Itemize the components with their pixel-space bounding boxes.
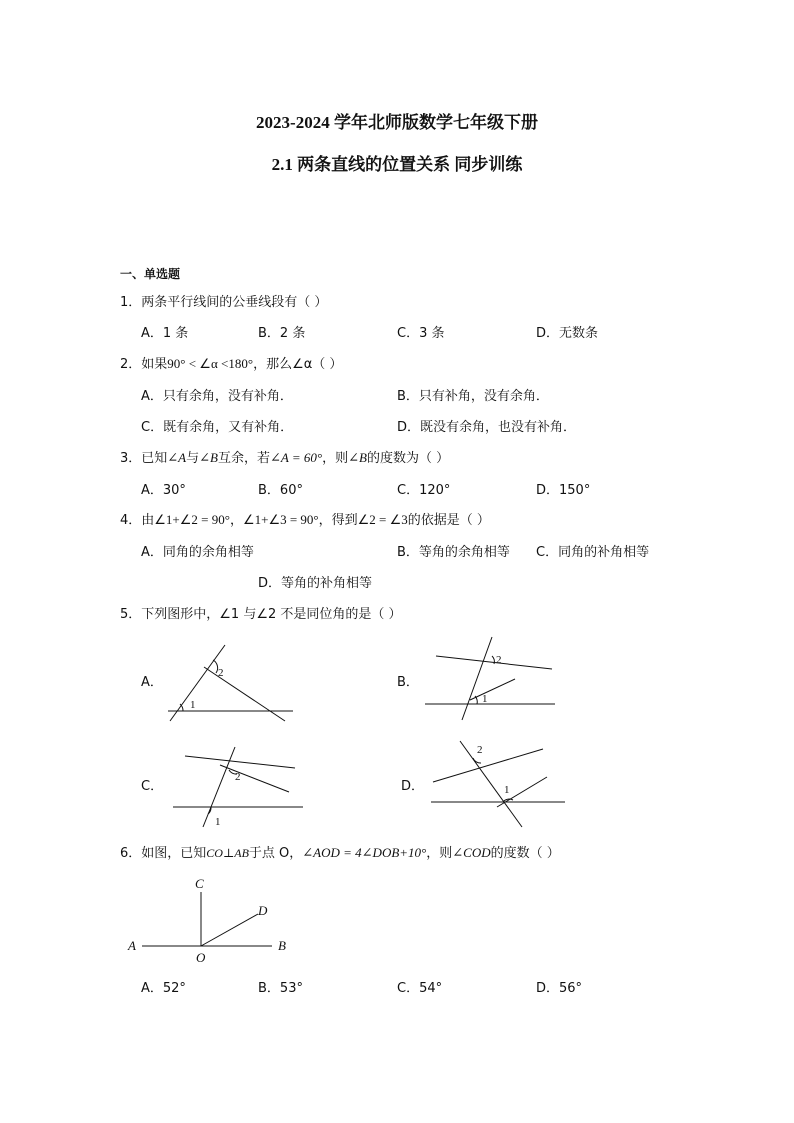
angle-b-2: ∠B	[348, 450, 367, 465]
question-2-option-c: C．既有余角，又有补角．	[141, 420, 294, 435]
figure-5d	[425, 736, 570, 831]
question-5-option-d: D．	[401, 779, 425, 794]
question-1-option-a: A．1 条	[141, 326, 189, 341]
figure-5d-arc-2	[473, 758, 481, 763]
figure-6-label-b: B	[278, 938, 286, 953]
question-3-text: 与	[186, 451, 200, 466]
figure-5d-label-2: 2	[477, 744, 483, 756]
question-5-option-b: B．	[397, 675, 419, 690]
question-4-text: ，得到	[318, 513, 358, 528]
page-subtitle: 2.1 两条直线的位置关系 同步训练	[271, 155, 523, 174]
question-4-option-c: C．同角的补角相等	[536, 545, 650, 560]
figure-6	[120, 870, 310, 970]
question-6-number: 6．如图，已知	[120, 846, 207, 861]
figure-5b	[420, 632, 560, 724]
figure-5c-label-2: 2	[235, 771, 241, 783]
question-2-option-b: B．只有补角，没有余角．	[397, 389, 549, 404]
question-5-option-c: C．	[141, 779, 164, 794]
question-4-number: 4．由	[120, 513, 155, 528]
question-2-condition: 90° < ∠α <180°	[167, 356, 254, 371]
question-2-stem	[120, 353, 342, 372]
figure-5c-slanted-line	[220, 765, 289, 792]
question-1-option-d: D．无数条	[536, 326, 599, 341]
angle-a: ∠A	[167, 450, 187, 465]
question-1-option-c: C．3 条	[397, 326, 445, 341]
question-3-option-c: C．120°	[397, 483, 451, 498]
question-3-condition: ∠A = 60°	[270, 450, 323, 465]
question-2-tail: ，那么∠α（ ）	[253, 357, 343, 372]
question-5-stem: 5．下列图形中，∠1 与∠2 不是同位角的是（ ）	[120, 607, 402, 622]
question-4-option-d: D．等角的补角相等	[258, 576, 373, 591]
figure-6-label-c: C	[195, 876, 204, 891]
question-3-text-3: ，则	[322, 451, 349, 466]
figure-5c-label-1: 1	[215, 816, 221, 828]
question-6-option-c: C．54°	[397, 981, 443, 996]
question-4-stem	[120, 509, 490, 528]
question-6-option-d: D．56°	[536, 981, 583, 996]
figure-6-ray-od	[201, 914, 258, 946]
question-3-number: 3．已知	[120, 451, 168, 466]
angle-b: ∠B	[199, 450, 218, 465]
section-heading: 一、单选题	[120, 267, 181, 281]
figure-6-label-d: D	[258, 903, 268, 918]
figure-5a-arc-1	[180, 704, 183, 711]
figure-6-label-a: A	[128, 938, 136, 953]
question-2-option-a: A．只有余角，没有补角．	[141, 389, 293, 404]
question-3-option-b: B．60°	[258, 483, 303, 498]
question-6-option-a: A．52°	[141, 981, 186, 996]
question-4-option-b: B．等角的余角相等	[397, 545, 510, 560]
figure-5b-short-line	[470, 679, 515, 700]
question-6-option-b: B．53°	[258, 981, 303, 996]
question-1-stem: 1．两条平行线间的公垂线段有（ ）	[120, 295, 328, 310]
figure-5c	[165, 742, 305, 830]
figure-5b-label-2: 2	[496, 654, 502, 666]
question-4-result: ∠2 = ∠3	[357, 512, 408, 527]
figure-5c-upper-line	[185, 756, 295, 768]
question-4-condition: ∠1+∠2 = 90°，∠1+∠3 = 90°	[154, 512, 319, 527]
question-3-text-2: 互余，若	[217, 451, 270, 466]
figure-5d-label-1: 1	[504, 784, 510, 796]
figure-5a-label-1: 1	[190, 699, 196, 711]
figure-5b-transversal	[462, 637, 492, 720]
figure-5a	[160, 640, 300, 730]
question-6-equation: ∠AOD = 4∠DOB+10°	[302, 845, 427, 860]
question-3-option-a: A．30°	[141, 483, 186, 498]
question-3-option-d: D．150°	[536, 483, 591, 498]
question-6-condition: CO⊥AB	[206, 846, 249, 860]
question-6-text: 于点 O，	[248, 846, 303, 861]
question-2-number: 2．如果	[120, 357, 168, 372]
question-2-option-d: D．既没有余角，也没有补角．	[397, 420, 577, 435]
figure-5c-transversal	[203, 747, 235, 827]
figure-5a-label-2: 2	[218, 667, 224, 679]
question-4-option-a: A．同角的余角相等	[141, 545, 254, 560]
figure-5a-transversal-2	[204, 667, 285, 721]
question-6-target-angle: ∠COD	[452, 845, 491, 860]
figure-5d-transversal	[460, 741, 522, 827]
figure-5a-arc-2	[213, 660, 218, 673]
figure-6-label-o: O	[196, 950, 206, 965]
question-4-tail: 的依据是（ ）	[407, 513, 490, 528]
figure-5b-label-1: 1	[482, 693, 488, 705]
question-6-tail: 的度数（ ）	[490, 846, 560, 861]
question-3-tail: 的度数为（ ）	[366, 451, 450, 466]
question-6-text-2: ，则	[426, 846, 453, 861]
question-6-stem	[120, 842, 560, 861]
question-3-stem	[120, 447, 449, 466]
question-5-option-a: A．	[141, 675, 163, 690]
figure-5d-upper-line	[433, 749, 543, 782]
question-1-option-b: B．2 条	[258, 326, 306, 341]
page-title: 2023-2024 学年北师版数学七年级下册	[256, 113, 538, 132]
figure-5a-transversal-1	[170, 645, 225, 721]
